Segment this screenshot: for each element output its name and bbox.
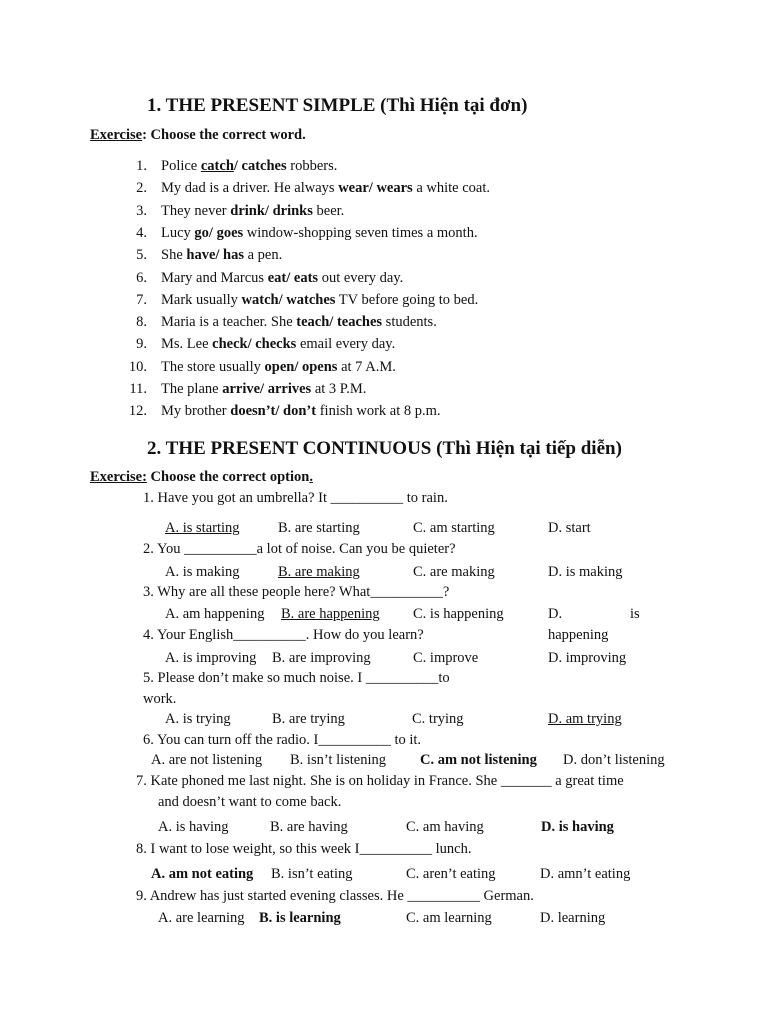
list-item-text: window-shopping seven times a month. (243, 225, 478, 241)
list-item-number: 2. (136, 180, 147, 196)
q8-option-a: A. am not eating (151, 866, 254, 882)
list-item-number: 5. (136, 247, 147, 263)
q7-option-a: A. is having (158, 819, 229, 835)
option-two: eats (293, 270, 319, 286)
option-one: have (186, 247, 216, 263)
q8-option-c: C. aren’t eating (406, 866, 496, 882)
option-separator: / (329, 314, 337, 330)
section2-exercise (90, 469, 313, 486)
q1-option-c: C. am starting (413, 520, 495, 536)
q5-option-a: A. is trying (165, 711, 231, 727)
q9-option-c: C. am learning (406, 910, 492, 926)
q5-option-d: D. am trying (548, 711, 622, 727)
exercise-label: Exercise (90, 127, 143, 143)
question-6: 6. You can turn off the radio. I__________ to it. (143, 732, 422, 748)
option-two: watches (286, 292, 336, 308)
list-item-text: email every day. (296, 336, 396, 352)
list-item-text: Police (161, 158, 201, 174)
question-7: 7. Kate phoned me last night. She is on holiday in France. She _______ a great time (136, 773, 624, 789)
list-item-text: at 3 P.M. (311, 381, 367, 397)
option-separator: / (233, 158, 242, 174)
option-one: watch (241, 292, 279, 308)
list-item (161, 292, 478, 309)
q9-option-a: A. are learning (158, 910, 245, 926)
list-item-text: TV before going to bed. (335, 292, 479, 308)
list-item-number: 4. (136, 225, 147, 241)
list-item-text: The store usually (161, 359, 265, 375)
list-item-text: Mark usually (161, 292, 242, 308)
question-3: 3. Why are all these people here? What__________? (143, 584, 450, 600)
q1-option-b: B. are starting (278, 520, 360, 536)
list-item (161, 180, 490, 197)
q6-option-c: C. am not listening (420, 752, 537, 768)
q1-option-d: D. start (548, 520, 591, 536)
q2-option-a: A. is making (165, 564, 240, 580)
option-two: wears (376, 180, 413, 196)
list-item-text: a white coat. (412, 180, 490, 196)
question-7-cont: and doesn’t want to come back. (158, 794, 342, 810)
question-4: 4. Your English__________. How do you learn? (143, 627, 424, 643)
list-item-text: She (161, 247, 187, 263)
section2-title: 2. THE PRESENT CONTINUOUS (Thì Hiện tại tiếp diễn) (147, 438, 622, 459)
list-item-number: 10. (128, 359, 147, 375)
exercise-dot: . (309, 469, 313, 485)
list-item-text: Maria is a teacher. She (161, 314, 297, 330)
q6-option-b: B. isn’t listening (290, 752, 387, 768)
option-one: arrive (222, 381, 261, 397)
list-item-text: beer. (312, 203, 345, 219)
list-item-text: Mary and Marcus (161, 270, 268, 286)
list-item (161, 225, 478, 242)
question-5: 5. Please don’t make so much noise. I __________to (143, 670, 450, 686)
question-1: 1. Have you got an umbrella? It __________ to rain. (143, 490, 448, 506)
section1-exercise (90, 127, 306, 144)
q7-option-b: B. are having (270, 819, 348, 835)
q7-option-c: C. am having (406, 819, 484, 835)
question-2: 2. You __________a lot of noise. Can you be quieter? (143, 541, 456, 557)
list-item-number: 12. (128, 403, 147, 419)
exercise-label: Exercise: (90, 469, 147, 485)
list-item-text: Lucy (161, 225, 195, 241)
option-separator: / (286, 270, 294, 286)
list-item (161, 314, 437, 331)
option-one: doesn’t (230, 403, 276, 419)
option-separator: / (260, 381, 268, 397)
list-item-number: 9. (136, 336, 147, 352)
option-separator: / (208, 225, 217, 241)
list-item-number: 8. (136, 314, 147, 330)
option-separator: / (247, 336, 256, 352)
option-two: opens (301, 359, 338, 375)
q6-option-d: D. don’t listening (563, 752, 665, 768)
list-item-number: 11. (129, 381, 147, 397)
list-item-text: Ms. Lee (161, 336, 213, 352)
list-item (161, 203, 344, 220)
option-one: wear (338, 180, 369, 196)
q9-option-b: B. is learning (259, 910, 341, 926)
option-two: don’t (283, 403, 317, 419)
question-9: 9. Andrew has just started evening classes. He __________ German. (136, 888, 534, 904)
option-separator: / (264, 203, 273, 219)
option-two: catches (241, 158, 287, 174)
option-two: has (223, 247, 244, 263)
list-item-text: out every day. (318, 270, 404, 286)
q2-option-c: C. are making (413, 564, 495, 580)
list-item-text: My brother (161, 403, 231, 419)
list-item-text: The plane (161, 381, 223, 397)
exercise-text: : Choose the correct word. (142, 127, 306, 143)
list-item-text: a pen. (244, 247, 283, 263)
list-item (161, 336, 395, 353)
q3-option-c: C. is happening (413, 606, 504, 622)
list-item-number: 6. (136, 270, 147, 286)
q9-option-d: D. learning (540, 910, 606, 926)
option-separator: / (294, 359, 302, 375)
q3-option-d-cont: happening (548, 627, 609, 643)
list-item-text: finish work at 8 p.m. (316, 403, 441, 419)
question-5-cont: work. (143, 691, 177, 707)
option-one: check (212, 336, 248, 352)
option-one: go (194, 225, 209, 241)
list-item-text: They never (161, 203, 231, 219)
list-item-text: robbers. (286, 158, 338, 174)
option-one: drink (230, 203, 265, 219)
option-two: drinks (272, 203, 313, 219)
list-item (161, 359, 396, 376)
q5-option-b: B. are trying (272, 711, 345, 727)
q3-option-b: B. are happening (281, 606, 380, 622)
list-item-text: students. (382, 314, 437, 330)
option-separator: / (215, 247, 224, 263)
list-item (161, 158, 337, 175)
option-two: arrives (267, 381, 312, 397)
q1-option-a: A. is starting (165, 520, 240, 536)
option-two: checks (255, 336, 297, 352)
question-8: 8. I want to lose weight, so this week I__________ lunch. (136, 841, 472, 857)
option-separator: / (278, 292, 287, 308)
option-one: open (264, 359, 295, 375)
list-item (161, 403, 441, 420)
q3-option-a: A. am happening (165, 606, 265, 622)
q8-option-b: B. isn’t eating (271, 866, 353, 882)
option-separator: / (368, 180, 377, 196)
option-one: catch (200, 158, 234, 174)
list-item-text: at 7 A.M. (337, 359, 396, 375)
q3-option-d-word: is (630, 606, 640, 622)
q2-option-b: B. are making (278, 564, 360, 580)
list-item (161, 381, 366, 398)
q2-option-d: D. is making (548, 564, 623, 580)
list-item-number: 3. (136, 203, 147, 219)
q6-option-a: A. are not listening (151, 752, 263, 768)
option-two: goes (216, 225, 244, 241)
list-item-text: My dad is a driver. He always (161, 180, 339, 196)
q7-option-d: D. is having (541, 819, 614, 835)
list-item (161, 270, 403, 287)
list-item-number: 1. (136, 158, 147, 174)
option-separator: / (275, 403, 284, 419)
q8-option-d: D. amn’t eating (540, 866, 631, 882)
q3-option-d: D. (548, 606, 563, 622)
q4-option-b: B. are improving (272, 650, 371, 666)
section1-title: 1. THE PRESENT SIMPLE (Thì Hiện tại đơn) (147, 95, 528, 116)
q4-option-a: A. is improving (165, 650, 257, 666)
exercise-text: Choose the correct option (146, 469, 310, 485)
q4-option-c: C. improve (413, 650, 479, 666)
option-two: teaches (336, 314, 383, 330)
list-item-number: 7. (136, 292, 147, 308)
q5-option-c: C. trying (412, 711, 464, 727)
option-one: eat (267, 270, 287, 286)
list-item (161, 247, 282, 264)
q4-option-d: D. improving (548, 650, 627, 666)
option-one: teach (296, 314, 330, 330)
